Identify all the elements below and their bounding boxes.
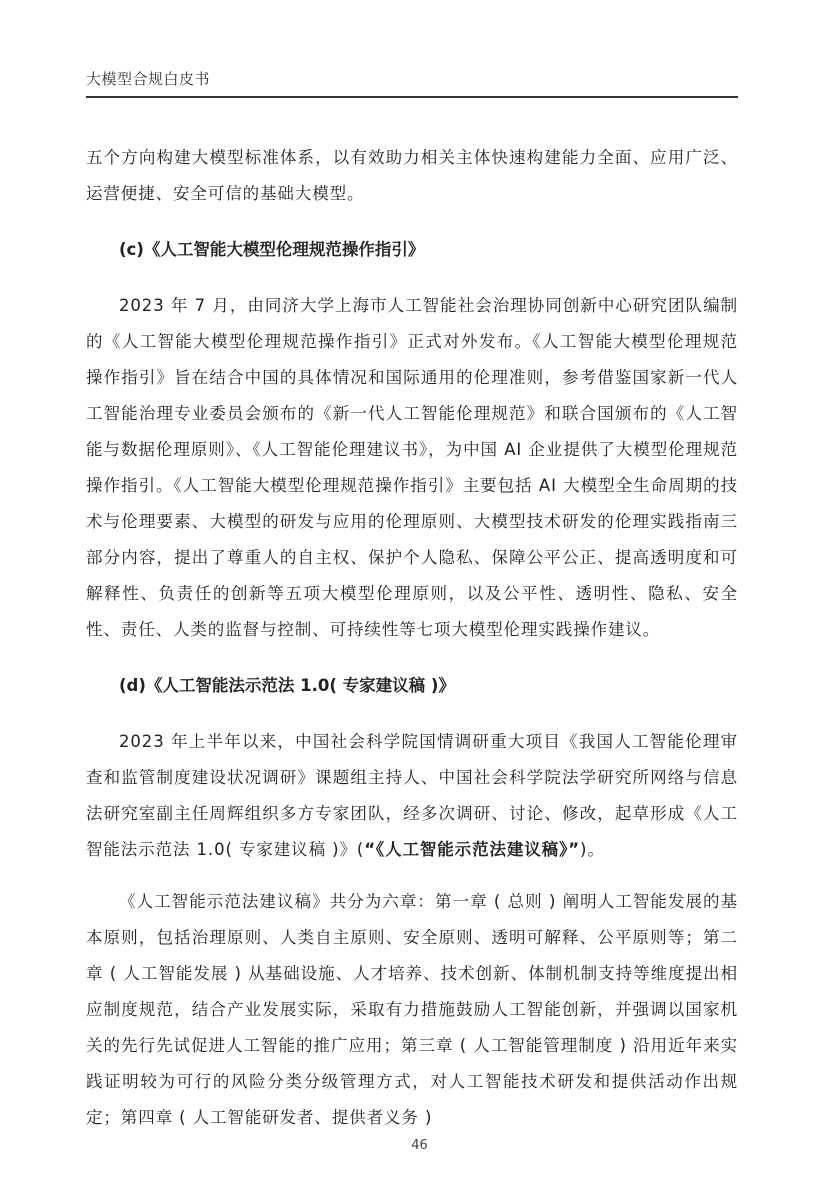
section-heading-c: (c)《人工智能大模型伦理规范操作指引》 (119, 240, 425, 259)
defined-term: “《人工智能示范法建议稿》” (364, 840, 580, 859)
paragraph-model-law-origin (86, 724, 738, 868)
paragraph-model-law-main: 2023 年上半年以来，中国社会科学院国情调研重大项目《我国人工智能伦理审查和监管制度建设状况调研》课题组主持人、中国社会科学院法学研究所网络与信息法研究室副主任周辉组织多方专家团队，经多次调研、讨论、修改，起草形成《人工智能法示范法 1.0( 专家建议稿 )》( (86, 732, 738, 859)
paragraph-model-law-chapters: 《人工智能示范法建议稿》共分为六章：第一章 ( 总则 ) 阐明人工智能发展的基本原则，包括治理原则、人类自主原则、安全原则、透明可解释、公平原则等；第二章 ( 人工智能发展 ) 从基础设施、人才培养、技术创新、体制机制支持等维度提出相应制度规范，结合产业发展实际，采取有力措施鼓励人工智能创新，并强调以国家机关的先行先试促进人工智能的推广应用；第三章 ( 人工智能管理制度 ) 沿用近年来实践证明较为可行的风险分类分级管理方式，对人工智能技术研发和提供活动作出规定；第四章 ( 人工智能研发者、提供者义务 ) (86, 892, 738, 1127)
page-number: 46 (411, 1138, 428, 1153)
header-title: 大模型合规白皮书 (86, 70, 211, 88)
paragraph-ethics-guideline: 2023 年 7 月，由同济大学上海市人工智能社会治理协同创新中心研究团队编制的《人工智能大模型伦理规范操作指引》正式对外发布。《人工智能大模型伦理规范操作指引》旨在结合中国的具体情况和国际通用的伦理准则，参考借鉴国家新一代人工智能治理专业委员会颁布的《新一代人工智能伦理规范》和联合国颁布的《人工智能与数据伦理原则》、《人工智能伦理建议书》，为中国 AI 企业提供了大模型伦理规范操作指引。《人工智能大模型伦理规范操作指引》主要包括 AI 大模型全生命周期的技术与伦理要素、大模型的研发与应用的伦理原则、大模型技术研发的伦理实践指南三部分内容，提出了尊重人的自主权、保护个人隐私、保障公平公正、提高透明度和可解释性、负责任的创新等五项大模型伦理原则，以及公平性、透明性、隐私、安全性、责任、人类的监督与控制、可持续性等七项大模型伦理实践操作建议。 (86, 296, 738, 639)
page-header (86, 62, 738, 98)
section-heading-d: (d)《人工智能法示范法 1.0( 专家建议稿 )》 (119, 676, 455, 695)
paragraph-standards-system: 五个方向构建大模型标准体系，以有效助力相关主体快速构建能力全面、应用广泛、运营便捷、安全可信的基础大模型。 (86, 148, 738, 203)
paragraph-model-law-end: )。 (579, 840, 605, 859)
document-body (86, 140, 738, 1136)
